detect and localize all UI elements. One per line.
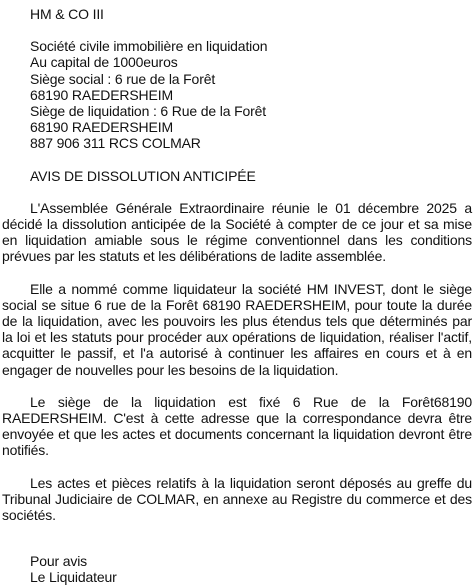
signature-line-liquidator: Le Liquidateur bbox=[30, 569, 117, 586]
signature-block bbox=[2, 553, 472, 585]
paragraph-filing: Les actes et pièces relatifs à la liquidation seront déposés au greffe du Tribunal Judiciaire de COLMAR, en annexe au Registre du commerce et des sociétés. bbox=[2, 474, 472, 524]
spacer bbox=[2, 523, 472, 553]
paragraph-liquidator: Elle a nommé comme liquidateur la société HM INVEST, dont le siège social se situe 6 rue de la Forêt 68190 RAEDERSHEIM, pour toute la durée de la liquidation, avec les pouvoirs les plus étendus tels que déterminés par la loi et les statuts pour procéder aux opérations de liquidation, réaliser l'actif, acquitter le passif, et l'a autorisé à continuer les affaires en cours et à en engager de nouvelles pour les besoins de la liquidation. bbox=[2, 280, 472, 378]
paragraph-liquidation-seat: Le siège de la liquidation est fixé 6 Rue de la Forêt68190 RAEDERSHEIM. C'est à cette adresse que la correspondance devra être envoyée et que les actes et documents concernant la liquidation devront être notifiés. bbox=[2, 393, 472, 459]
spacer bbox=[2, 152, 472, 168]
header-line-liquidation-office: Siège de liquidation : 6 Rue de la Forêt bbox=[30, 103, 267, 120]
spacer bbox=[2, 265, 472, 281]
company-header bbox=[2, 38, 472, 151]
header-line-registered-office: Siège social : 6 rue de la Forêt bbox=[30, 70, 216, 87]
spacer bbox=[2, 184, 472, 200]
header-line-office-city: 68190 RAEDERSHEIM bbox=[30, 86, 173, 103]
header-line-rcs: 887 906 311 RCS COLMAR bbox=[30, 135, 201, 152]
header-line-legal-form: Société civile immobilière en liquidation bbox=[30, 38, 268, 55]
spacer bbox=[2, 22, 472, 38]
signature-line-pour-avis: Pour avis bbox=[30, 553, 88, 570]
header-line-capital: Au capital de 1000euros bbox=[30, 54, 178, 71]
notice-title: AVIS DE DISSOLUTION ANTICIPÉE bbox=[30, 167, 256, 184]
spacer bbox=[2, 378, 472, 394]
header-line-liquidation-city: 68190 RAEDERSHEIM bbox=[30, 119, 173, 136]
company-name: HM & CO III bbox=[30, 6, 104, 22]
paragraph-dissolution: L'Assemblée Générale Extraordinaire réunie le 01 décembre 2025 a décidé la dissolution anticipée de la Société à compter de ce jour et sa mise en liquidation amiable sous le régime conventionnel dans les conditions prévues par les statuts et les délibérations de ladite assemblée. bbox=[2, 199, 472, 265]
spacer bbox=[2, 459, 472, 475]
